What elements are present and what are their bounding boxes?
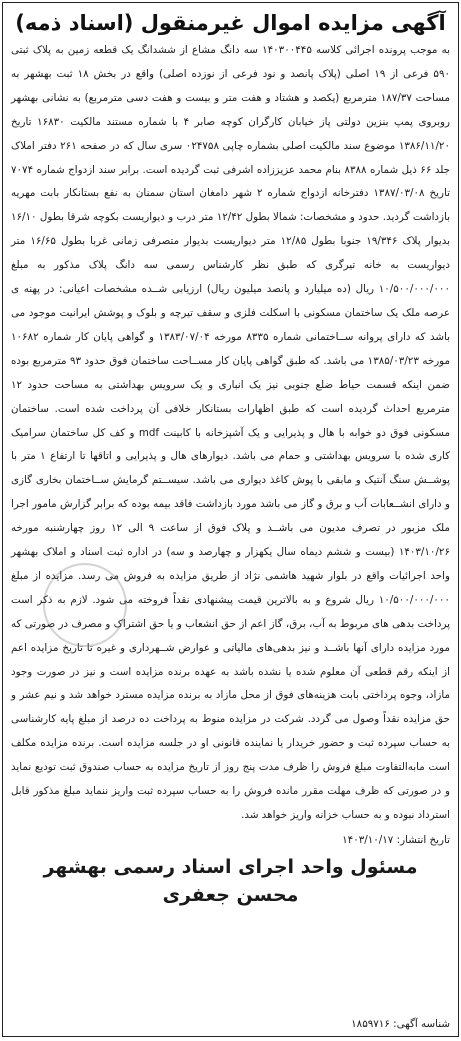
signature-title: مسئول واحد اجرای اسناد رسمی بهشهر: [43, 855, 418, 878]
notice-id: [11, 1016, 450, 1032]
signature-name: محسن جعفری: [162, 883, 299, 906]
publication-date-label: تاریخ انتشار:: [396, 833, 450, 846]
notice-id-label: شناسه آگهی:: [393, 1018, 450, 1030]
notice-title: آگهی مزایده اموال غیرمنقول (اسناد ذمه): [15, 11, 446, 35]
notice-body: به موجب پرونده اجرائی کلاسه ۱۴۰۳۰۰۴۴۵ سه دانگ مشاع از ششدانگ یک قطعه زمین به پلاک ثبتی ۵۹۰ فرعی از ۱۹ اصلی (پلاک پانصد و نود فرعی از نوزده اصلی) واقع در بخش ۱۸ ثبت بهشهر به مساحت ۱۸۷/۳۷ مترمربع (یکصد و هشتاد و هفت متر و بیست و هفت دسی مترمربع) به نشانی بهشهر روبروی پمپ بنزین دولتی پاز خیابان کارگران کوچه صابر ۴ با شماره مستند مالکیت ۱۶۸۳۰ تاریخ ۱۳۸۶/۱۱/۲۰ موضوع سند مالکیت اصلی بشماره چاپی ۰۲۴۷۵۸ سری سال که در صفحه ۲۶۱ دفتر املاک جلد ۶۶ ذیل شماره ۸۳۸۸ بنام محمد عزیززاده اشرفی ثبت گردیده است. برابر سند ازدواج شماره ۷۰۷۴ تاریخ ۱۳۸۷/۰۳/۰۸ دفترخانه ازدواج شماره ۲ شهر دامغان استان سمنان به نفع بستانکار بابت مهریه بازداشت گردید. حدود و مشخصات: شمالا بطول ۱۲/۴۲ متر درب و دیواریست بکوچه شرقا بطول ۱۶/۱۰ بدیوار پلاک ۱۹/۳۴۶ جنوبا بطول ۱۲/۸۵ متر دیواریست بدیوار متصرفی زمانی غربا بطول ۱۶/۶۵ متر دیواریست به خانه تیرگری که طبق نظر کارشناس رسمی سه دانگ پلاک مذکور به مبلغ ۱۰/۵۰۰/۰۰۰/۰۰۰ ریال (ده میلیارد و پانصد میلیون ریال) ارزیابی شــده مشخصات اعیانی: در پهنه ی عرصه ملک یک ساختمان مسکونی با اسکلت فلزی و سقف تیرچه و بلوک و پوشش ایرانیت موجود می باشد که دارای پروانه ســاختمانی شماره ۸۳۳۵ مورخه ۱۳۸۳/۰۷/۰۴ و گواهی پایان کار شماره ۱۰۶۸۲ مورخه ۱۳۸۵/۰۳/۲۳ می باشد. که طبق گواهی پایان کار مســاحت ساختمان فوق حدود ۹۳ مترمربع بوده ضمن اینکه قسمت حیاط ضلع جنوبی نیز یک انباری و یک سرویس بهداشتی به مساحت حدود ۱۲ مترمربع احداث گردیده است که طبق اظهارات بستانکار خلافی آن پرداخت شده است. ساختمان مسکونی فوق دو خوابه با هال و پذیرایی و یک آشپزخانه با کابینت mdf و کف کل ساختمان سرامیک کاری شده با سرویس بهداشتی و حمام می باشد. دیوارهای هال و پذیرایی و اتاقها تا ارتفاع ۱ متر با پوشــش سنگ آنتیک و مابقی با پوش کاغذ دیواری می باشد. سیســتم گرمایش ســاختمان بخاری گازی و دارای انشــعابات آب و برق و گاز می باشد مورد بازداشت فاقد بیمه بوده که برابر گزارش مامور اجرا ملک مزبور در تصرف مدیون می باشــد و پلاک فوق از ساعت ۹ الی ۱۲ روز چهارشنبه مورخه ۱۴۰۳/۱۰/۲۶ (بیست و ششم دیماه سال یکهزار و چهارصد و سه) در اداره ثبت اسناد و املاک بهشهر واحد اجرائیات واقع در بلوار شهید هاشمی نژاد از طریق مزایده به فروش می رسد. مزایده از مبلغ ۱۰/۵۰۰/۰۰۰/۰۰۰ ریال شروع و به بالاترین قیمت پیشنهادی نقداً فروخته می شود. لازم به ذکر است پرداخت بدهی های مربوط به آب، برق، گاز اعم از حق انشعاب و یا حق اشتراک و مصرف در صورتی که مورد مزایده دارای آنها باشــد و نیز بدهی‌های مالیاتی و عوارض شــهرداری و غیره تا تاریخ مزایده اعم از اینکه رقم قطعی آن معلوم شده یا نشده باشد به عهده برنده مزایده است و نیز در صورت وجود مازاد، وجوه پرداختی بابت هزینه‌های فوق از محل مازاد به برنده مزایده مسترد خواهد شد و نیم عشر و حق مزایده نقداً وصول می گردد. شرکت در مزایده منوط به پرداخت ده درصد از مبلغ پایه کارشناسی به حساب سپرده ثبت و حضور خریدار یا نماینده قانونی او در جلسه مزایده است. برنده مزایده مکلف است مابه‌التفاوت مبلغ فروش را ظرف مدت پنج روز از تاریخ مزایده به حساب صندوق ثبت تودیع نماید و در صورتی که ظرف مهلت مقرر مانده فروش را به حساب سپرده ثبت واریز ننماید مبلغ مذکور قابل استرداد نبوده و به حساب خزانه واریز خواهد شد.: [11, 44, 451, 821]
auction-notice: [2, 2, 459, 1037]
publication-date-value: ۱۴۰۳/۱۰/۱۷: [342, 833, 394, 846]
publication-date: [11, 830, 450, 850]
notice-id-value: ۱۸۵۹۷۱۶: [351, 1018, 390, 1030]
